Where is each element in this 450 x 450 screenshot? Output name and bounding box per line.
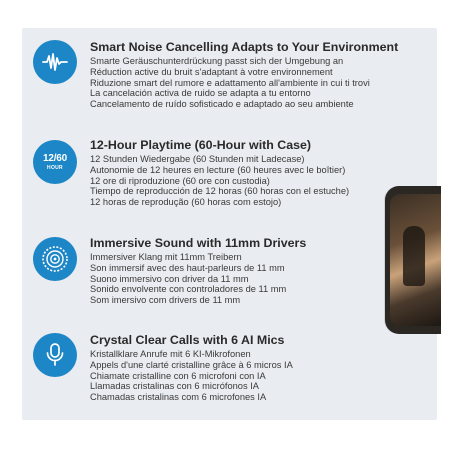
feature-line: Sonido envolvente con controladores de 11 mm	[90, 284, 287, 295]
feature-line: Smarte Geräuschunterdrückung passt sich der Umgebung an	[90, 56, 344, 66]
feature-line: 12 ore di riproduzione (60 ore con custodia)	[90, 175, 270, 186]
feature-title: Crystal Clear Calls with 6 AI Mics	[90, 333, 285, 347]
feature-text	[90, 236, 435, 306]
feature-line: 12 Stunden Wiedergabe (60 Stunden mit Ladecase)	[90, 154, 305, 164]
feature-title: Smart Noise Cancelling Adapts to Your Environment	[90, 40, 399, 54]
feature-line: Cancelamento de ruído sofisticado e adaptado ao seu ambiente	[90, 99, 354, 110]
feature-line: Riduzione smart del rumore e adattamento all'ambiente in cui ti trovi	[90, 77, 370, 88]
feature-line: Chiamate cristalline con 6 microfoni con IA	[90, 370, 266, 381]
microphone-icon	[33, 333, 77, 377]
playtime-badge-icon	[33, 140, 77, 184]
feature-line: Tiempo de reproducción de 12 horas (60 horas con el estuche)	[90, 186, 350, 197]
playtime-badge-value: 12/60	[42, 152, 68, 164]
playtime-badge-unit: HOUR	[47, 164, 63, 171]
feature-line: Son immersif avec des haut-parleurs de 11 mm	[90, 262, 285, 273]
feature-line: Appels d'une clarté cristalline grâce à 6 micros IA	[90, 359, 293, 370]
feature-line: La cancelación activa de ruido se adapta a tu entorno	[90, 88, 311, 99]
feature-lines	[90, 56, 435, 110]
feature-lines	[90, 154, 435, 208]
feature-line: Kristallklare Anrufe mit 6 KI-Mikrofonen	[90, 349, 251, 359]
feature-lines	[90, 349, 435, 403]
feature-text	[90, 333, 435, 403]
feature-line: 12 horas de reprodução (60 horas com estojo)	[90, 197, 282, 208]
feature-text	[90, 40, 435, 110]
feature-line: Llamadas cristalinas con 6 micrófonos IA	[90, 381, 259, 392]
feature-line: Suono immersivo con driver da 11 mm	[90, 273, 249, 284]
feature-line: Réduction active du bruit s'adaptant à votre environnement	[90, 66, 333, 77]
feature-text	[90, 138, 435, 208]
feature-title: Immersive Sound with 11mm Drivers	[90, 236, 307, 250]
feature-title: 12-Hour Playtime (60-Hour with Case)	[90, 138, 312, 152]
feature-line: Chamadas cristalinas com 6 microfones IA	[90, 392, 267, 403]
speaker-driver-icon	[33, 237, 77, 281]
feature-line: Autonomie de 12 heures en lecture (60 heures avec le boîtier)	[90, 164, 346, 175]
feature-line: Som imersivo com drivers de 11 mm	[90, 295, 241, 306]
sound-wave-icon	[33, 40, 77, 84]
feature-line: Immersiver Klang mit 11mm Treibern	[90, 252, 242, 262]
feature-lines	[90, 252, 435, 306]
